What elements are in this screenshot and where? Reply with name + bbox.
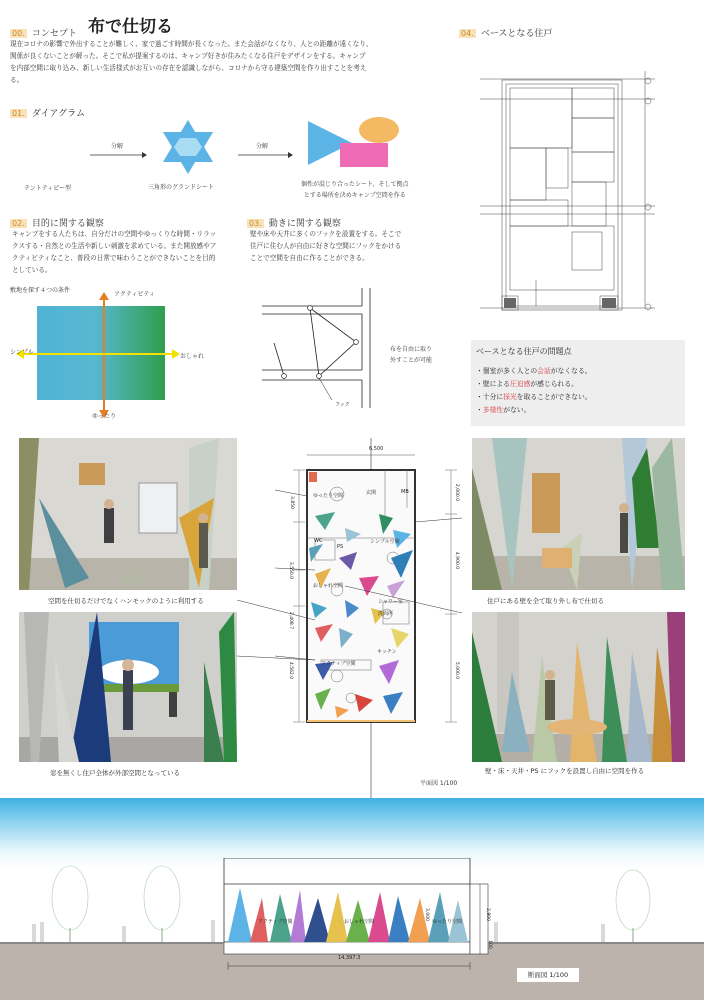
plan-dim-left: 4,562.0 <box>288 661 294 680</box>
render-photo-2 <box>19 612 237 762</box>
axis-right-label: おしゃれ <box>180 353 205 360</box>
conditions-title: 敷地を探す４つの条件 <box>10 287 71 294</box>
room-active: アクティブ空間 <box>321 661 356 667</box>
diagram-item3-line: 個性が混じり合ったシート、そして拠点 <box>301 181 409 188</box>
caption-photo-2: 窓を無くし住戸全体が外部空間となっている <box>50 769 180 777</box>
hook-diagram <box>262 288 384 416</box>
arrow2-icon <box>236 150 294 160</box>
problem-text: ・ <box>476 406 483 414</box>
hook-label: フック <box>335 402 350 408</box>
purpose-line: としている。 <box>12 266 52 274</box>
room-mb: MB <box>401 489 409 495</box>
problem-text: ・壁による <box>476 380 510 388</box>
diagram-item2: 三角形のグランドシート <box>148 184 215 191</box>
concept-number: 00. <box>12 29 25 38</box>
plan-dim-right: 2,000.0 <box>454 483 460 502</box>
concept-line: 関係が良くないことが解った。そこで私が提案するのは、キャンプ好きが住みたくなる住戸をデザインをする。キャンプ <box>10 52 366 60</box>
hook-note <box>390 344 432 366</box>
sheets-icon <box>306 115 401 170</box>
star-icon <box>158 118 218 176</box>
problem-text: ・個室が多く人との <box>476 367 538 375</box>
base-floor-plan <box>480 66 660 328</box>
caption-photo-1: 空間を仕切るだけでなくハンモックのように利用する <box>48 597 204 605</box>
purpose-label: 目的に関する観察 <box>31 219 104 229</box>
room-shower: シャワー室 <box>378 599 403 605</box>
purpose-text <box>12 228 242 276</box>
diagram-number: 01. <box>12 109 25 118</box>
section-scale: 断面図 1/100 <box>517 968 579 982</box>
caption-photo-4: 壁・床・天井・PS にフックを設置し自由に空間を作る <box>485 767 645 775</box>
concept-line: を内部空間に取り込み、新しい生活様式がお互いの存在を認識しながら、コロナから守る建築空間を作り出すことを考え <box>10 64 367 72</box>
concept-text <box>10 38 450 86</box>
movement-line: 壁や床や天井に多くのフックを設置をする。そこで <box>250 230 402 238</box>
diagram-heading <box>10 101 85 120</box>
problem-item <box>476 391 592 404</box>
plan-leader-lines <box>237 600 317 670</box>
render-photo-3-image <box>472 438 685 590</box>
conditions-axes <box>8 290 188 418</box>
problem-highlight: 採光 <box>503 393 517 401</box>
concept-line: る。 <box>10 76 24 84</box>
diagram-item1: テントティピー型 <box>24 185 71 192</box>
problem-highlight: 会話 <box>537 367 551 375</box>
problem-text: を取ることができない。 <box>516 393 592 401</box>
movement-text <box>250 228 450 264</box>
section-label-yuttari: ゆったり空間 <box>432 919 462 925</box>
plan-width-dim: 6,500 <box>369 446 384 452</box>
room-wc: WC <box>314 538 323 544</box>
problem-highlight: 多様性 <box>482 406 504 414</box>
render-photo-1-image <box>19 438 237 590</box>
plan-dim-left: 3,850 <box>288 496 294 509</box>
room-genkan: 玄関 <box>366 490 377 496</box>
problem-text: がなくなる。 <box>550 367 592 375</box>
render-photo-2-image <box>19 612 237 762</box>
axis-bottom-label: ゆったり <box>92 413 116 420</box>
section-height-dim: 2,800 <box>484 908 490 921</box>
problem-text: がない。 <box>503 406 531 414</box>
room-senmen: 洗面所 <box>378 611 394 617</box>
render-photo-1 <box>19 438 237 590</box>
purpose-line: クスする・自然との生活や新しい刺激を求めている。また開放感やア <box>12 242 217 250</box>
movement-line: 住戸に住む人が自由に好きな空間にフックをかける <box>250 242 402 250</box>
problem-item <box>476 365 592 378</box>
plan-scale: 平面図 1/100 <box>420 780 458 787</box>
diagram-item3 <box>301 179 408 201</box>
concept-label: コンセプト <box>31 29 77 39</box>
caption-photo-3: 住戸にある壁を全て取り外し布で仕切る <box>487 597 604 605</box>
problem-highlight: 圧迫感 <box>509 380 531 388</box>
problem-item <box>476 378 592 391</box>
diagram-item3-line: とする場所を決めキャンプ空間を作る <box>303 192 406 199</box>
hook-note-line: 外すことが可能 <box>390 357 433 364</box>
room-kitchen: キッチン <box>377 649 397 655</box>
room-yuttari: ゆったり空間 <box>313 493 343 499</box>
axis-left-label: シンプル <box>10 349 34 356</box>
purpose-line: クティビティなこと、普段の日常で味わうことができないことを目的 <box>12 254 216 262</box>
movement-line: ことで空間を自由に作ることができる。 <box>250 254 369 262</box>
section-height-dim: 3,000 <box>423 908 429 921</box>
plan-dim-left: 2,408.7 <box>288 611 294 630</box>
arrow2-label: 分解 <box>256 143 269 150</box>
problems-box <box>471 340 685 426</box>
problems-list <box>476 365 592 417</box>
purpose-line: キャンプをする人たちは、自分だけの空間やゆっくりな時間・リラッ <box>12 230 217 238</box>
diagram-label: ダイアグラム <box>31 109 86 119</box>
arrow1-label: 分解 <box>111 143 124 150</box>
room-simple: シンプル空間 <box>370 539 400 545</box>
room-ps: PS <box>337 544 344 550</box>
problems-title: ベースとなる住戸の問題点 <box>476 347 572 356</box>
render-photo-4 <box>472 612 685 762</box>
problem-text: が感じられる。 <box>530 380 578 388</box>
plan-dim-left: 3,550.0 <box>288 561 294 580</box>
plan-dim-right: 5,000.0 <box>454 661 460 680</box>
section-label-active: アクティブ空間 <box>258 919 293 925</box>
section-height-dim: 100 <box>486 940 492 949</box>
axis-top-label: アクティビティ <box>114 291 155 298</box>
base-number: 04. <box>461 29 474 38</box>
section-width-dim: 14,397.3 <box>338 955 361 961</box>
base-heading <box>459 21 552 40</box>
section-drawing <box>0 858 704 1000</box>
problem-text: ・十分に <box>476 393 504 401</box>
movement-number: 03. <box>249 219 262 228</box>
arrow1-icon <box>88 150 148 160</box>
render-photo-3 <box>472 438 685 590</box>
hook-note-line: 布を自由に取り <box>390 346 433 353</box>
plan-dim-right: 4,900.0 <box>454 551 460 570</box>
purpose-number: 02. <box>12 219 25 228</box>
room-oshare: おしゃれ空間 <box>313 583 344 589</box>
render-photo-4-image <box>472 612 685 762</box>
movement-label: 動きに関する観察 <box>268 219 341 229</box>
page-title: 布で仕切る <box>88 17 173 37</box>
section-label-oshare: おしゃれ空間 <box>344 919 375 925</box>
problem-item <box>476 404 592 417</box>
concept-line: 現在コロナの影響で外出することが難しく、家で過ごす時間が長くなった。また会話がなくなり、人との距離が遠くなり、 <box>10 40 373 48</box>
base-label: ベースとなる住戸 <box>480 29 553 39</box>
